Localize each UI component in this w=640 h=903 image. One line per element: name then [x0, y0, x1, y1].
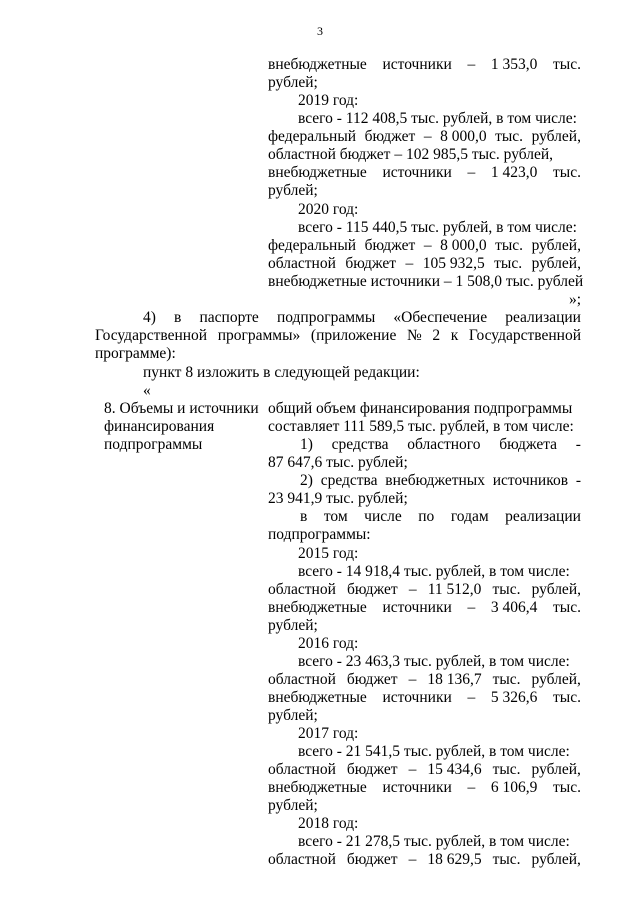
word: областной: [268, 851, 336, 868]
word: 11 512,0: [427, 581, 482, 598]
word: 6 106,9: [490, 779, 538, 796]
word: –: [467, 779, 476, 796]
top-line-11: внебюджетные источники – 1 508,0 тыс. рублей: [268, 273, 584, 290]
word: реализации: [505, 309, 581, 326]
word: -: [575, 436, 581, 453]
word: тыс.: [495, 237, 524, 254]
word: источники: [382, 689, 452, 706]
word: Государственной: [95, 327, 208, 344]
word: –: [467, 56, 476, 73]
word: внебюджетные: [268, 56, 367, 73]
right-col-line-17: всего - 21 541,5 тыс. рублей, в том числе:: [298, 743, 570, 760]
right-col-line-7: [300, 508, 581, 526]
word: федеральный: [268, 128, 357, 145]
word: 2): [300, 472, 313, 489]
word: источники: [382, 599, 452, 616]
word: рублей,: [531, 128, 581, 145]
right-col-line-11: [268, 599, 581, 617]
word: 8 000,0: [440, 128, 487, 145]
word: –: [408, 671, 417, 688]
word: 8 000,0: [440, 237, 487, 254]
word: внебюджетные: [268, 689, 367, 706]
right-col-line-19: [268, 779, 581, 797]
word: –: [423, 237, 432, 254]
top-line-1: [268, 56, 581, 74]
right-col-line-10: [268, 581, 581, 599]
right-col-line-8: подпрограммы:: [268, 526, 371, 543]
word: тыс.: [553, 164, 581, 181]
top-line-5: областной бюджет – 102 985,5 тыс. рублей,: [268, 146, 554, 163]
word: 15 434,6: [427, 761, 482, 778]
top-line-7: рублей;: [268, 182, 318, 199]
word: по: [418, 508, 435, 525]
word: 18 629,5: [427, 851, 482, 868]
top-line-10: [268, 255, 581, 273]
word: тыс.: [492, 851, 521, 868]
right-col-line-18: [268, 761, 581, 779]
para-line-4: пункт 8 изложить в следующей редакции:: [143, 364, 420, 381]
year-2018: 2018 год:: [298, 815, 359, 832]
word: годам: [450, 508, 489, 525]
right-col-line-15: [268, 689, 581, 707]
word: рублей,: [531, 237, 581, 254]
word: рублей,: [531, 255, 581, 272]
right-col-line-4: 87 647,6 тыс. рублей;: [268, 454, 408, 471]
word: областной: [268, 761, 336, 778]
word: внебюджетные: [268, 779, 367, 796]
word: 4): [143, 309, 156, 326]
word: источников: [492, 472, 569, 489]
word: рублей,: [531, 671, 581, 688]
word: тыс.: [495, 128, 524, 145]
left-col-line-2: финансирования: [104, 418, 215, 435]
word: рублей,: [531, 761, 581, 778]
word: рублей,: [531, 851, 581, 868]
left-col-line-3: подпрограммы: [104, 436, 203, 453]
right-col-line-5: [300, 472, 581, 490]
word: внебюджетные: [268, 599, 367, 616]
right-col-line-14: [268, 671, 581, 689]
top-line-6: [268, 164, 581, 182]
word: бюджет: [364, 237, 416, 254]
word: рублей,: [531, 581, 581, 598]
word: тыс.: [553, 56, 581, 73]
word: бюджет: [346, 671, 398, 688]
word: источники: [382, 56, 452, 73]
word: федеральный: [268, 237, 357, 254]
right-col-line-3: [300, 436, 581, 454]
top-line-8: всего - 115 440,5 тыс. рублей, в том числе:: [298, 219, 577, 236]
year-2015: 2015 год:: [298, 545, 359, 562]
right-col-line-2: составляет 111 589,5 тыс. рублей, в том числе:: [268, 418, 574, 435]
right-col-line-16: рублей;: [268, 707, 318, 724]
page-number: 3: [317, 24, 323, 38]
word: тыс.: [494, 255, 523, 272]
word: в: [174, 309, 182, 326]
word: -: [575, 472, 581, 489]
word: областного: [407, 436, 481, 453]
word: бюджет: [346, 581, 398, 598]
word: 1 353,0: [490, 56, 538, 73]
word: тыс.: [492, 581, 521, 598]
right-col-line-12: рублей;: [268, 617, 318, 634]
word: –: [408, 581, 417, 598]
word: бюджет: [345, 255, 397, 272]
year-2017: 2017 год:: [298, 725, 359, 742]
word: тыс.: [553, 689, 581, 706]
word: том: [323, 508, 348, 525]
word: паспорте: [199, 309, 259, 326]
top-line-2: рублей;: [268, 74, 318, 91]
word: 18 136,7: [427, 671, 482, 688]
word: 105 932,5: [422, 255, 485, 272]
year-2019: 2019 год:: [298, 92, 359, 109]
word: Государственной: [468, 327, 581, 344]
word: внебюджетные: [268, 164, 367, 181]
word: источники: [382, 779, 452, 796]
word: –: [423, 128, 432, 145]
word: реализации: [505, 508, 581, 525]
word: (приложение: [310, 327, 397, 344]
word: программы»: [217, 327, 301, 344]
left-col-line-1: 8. Объемы и источники: [104, 400, 259, 417]
para-line-3: программе):: [95, 345, 176, 362]
word: тыс.: [492, 761, 521, 778]
word: №: [406, 327, 422, 344]
para-line-2: [95, 327, 581, 345]
right-col-line-1: общий объем финансирования подпрограммы: [268, 400, 573, 417]
right-col-line-13: всего - 23 463,3 тыс. рублей, в том числе:: [298, 653, 570, 670]
word: 2: [432, 327, 441, 344]
word: 1 423,0: [490, 164, 538, 181]
word: –: [408, 761, 417, 778]
year-2016: 2016 год:: [298, 635, 359, 652]
word: бюджет: [346, 851, 398, 868]
word: –: [405, 255, 414, 272]
word: источники: [382, 164, 452, 181]
top-line-9: [268, 237, 581, 255]
year-2020: 2020 год:: [298, 201, 359, 218]
right-col-line-6: 23 941,9 тыс. рублей;: [268, 490, 408, 507]
word: «Обеспечение: [393, 309, 488, 326]
right-col-line-9: всего - 14 918,4 тыс. рублей, в том числе:: [298, 563, 570, 580]
word: –: [467, 689, 476, 706]
word: тыс.: [492, 671, 521, 688]
word: областной: [268, 255, 336, 272]
top-line-4: [268, 128, 581, 146]
word: –: [408, 851, 417, 868]
word: областной: [268, 581, 336, 598]
word: к: [450, 327, 459, 344]
word: 1): [300, 436, 313, 453]
word: подпрограммы: [276, 309, 376, 326]
word: –: [467, 599, 476, 616]
word: тыс.: [553, 779, 581, 796]
opening-quote: «: [143, 382, 151, 399]
right-col-line-21: всего - 21 278,5 тыс. рублей, в том числе:: [298, 833, 570, 850]
word: в: [300, 508, 308, 525]
right-col-line-22: [268, 851, 581, 869]
word: бюджет: [346, 761, 398, 778]
word: 3 406,4: [490, 599, 538, 616]
word: тыс.: [553, 599, 581, 616]
word: числе: [364, 508, 402, 525]
word: бюджет: [364, 128, 416, 145]
word: средства: [331, 436, 389, 453]
right-col-line-20: рублей;: [268, 797, 318, 814]
word: бюджета: [499, 436, 558, 453]
word: 5 326,6: [490, 689, 538, 706]
closing-quote: »;: [568, 291, 581, 308]
word: –: [467, 164, 476, 181]
top-line-3: всего - 112 408,5 тыс. рублей, в том числе:: [298, 110, 577, 127]
word: областной: [268, 671, 336, 688]
word: внебюджетных: [385, 472, 485, 489]
word: средства: [320, 472, 378, 489]
para-line-1: [143, 309, 581, 327]
